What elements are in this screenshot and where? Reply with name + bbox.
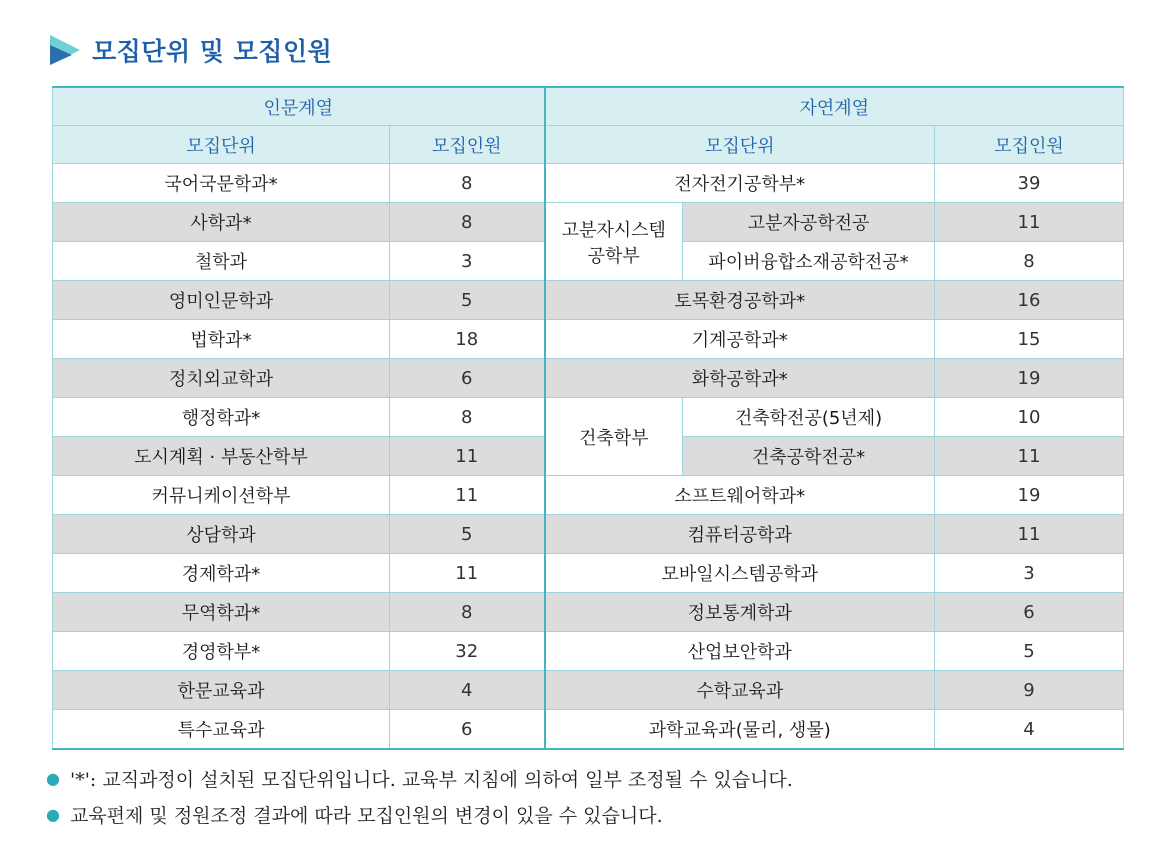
table-row [53,710,1124,750]
humanities-unit: 국어국문학과* [53,164,390,203]
humanities-unit: 사학과* [53,203,390,242]
science-count: 11 [935,437,1124,476]
table-row [53,203,1124,242]
table-row [53,554,1124,593]
humanities-count: 3 [390,242,545,281]
humanities-unit: 법학과* [53,320,390,359]
science-count: 6 [935,593,1124,632]
science-count: 16 [935,281,1124,320]
header-unit-science: 모집단위 [545,126,935,164]
humanities-unit: 영미인문학과 [53,281,390,320]
science-unit: 과학교육과(물리, 생물) [545,710,935,750]
admission-table [52,86,1124,750]
humanities-count: 6 [390,710,545,750]
science-count: 15 [935,320,1124,359]
table-row [53,593,1124,632]
table-row [53,164,1124,203]
group-header-science: 자연계열 [545,87,1124,126]
humanities-unit: 행정학과* [53,398,390,437]
header-unit-humanities: 모집단위 [53,126,390,164]
header-count-science: 모집인원 [935,126,1124,164]
science-unit: 모바일시스템공학과 [545,554,935,593]
column-header-row [53,126,1124,164]
table-row [53,359,1124,398]
science-count: 11 [935,203,1124,242]
table-row [53,476,1124,515]
humanities-unit: 경영학부* [53,632,390,671]
footnote [46,760,793,796]
humanities-unit: 철학과 [53,242,390,281]
group-header-humanities: 인문계열 [53,87,545,126]
science-count: 19 [935,359,1124,398]
science-count: 8 [935,242,1124,281]
humanities-unit: 한문교육과 [53,671,390,710]
science-unit: 컴퓨터공학과 [545,515,935,554]
page-title: 모집단위 및 모집인원 [92,37,333,66]
science-count: 5 [935,632,1124,671]
footnote [46,796,793,832]
humanities-count: 11 [390,437,545,476]
science-count: 3 [935,554,1124,593]
science-count: 11 [935,515,1124,554]
table-row [53,398,1124,437]
header-count-humanities: 모집인원 [390,126,545,164]
humanities-unit: 도시계획 · 부동산학부 [53,437,390,476]
science-major: 건축공학전공* [683,437,935,476]
bullet-dot-icon: ● [46,804,60,824]
humanities-count: 8 [390,203,545,242]
play-arrow-icon [46,33,84,67]
table-row [53,320,1124,359]
humanities-count: 11 [390,476,545,515]
humanities-count: 8 [390,164,545,203]
science-major: 파이버융합소재공학전공* [683,242,935,281]
science-unit: 소프트웨어학과* [545,476,935,515]
humanities-count: 6 [390,359,545,398]
table-row [53,671,1124,710]
humanities-unit: 상담학과 [53,515,390,554]
science-group-polymer: 고분자시스템 공학부 [545,203,683,281]
footnote-text: 교육편제 및 정원조정 결과에 따라 모집인원의 변경이 있을 수 있습니다. [69,804,663,827]
science-count: 39 [935,164,1124,203]
science-unit: 전자전기공학부* [545,164,935,203]
group-header-row [53,87,1124,126]
science-unit: 기계공학과* [545,320,935,359]
science-count: 10 [935,398,1124,437]
science-count: 19 [935,476,1124,515]
science-group-architecture: 건축학부 [545,398,683,476]
humanities-count: 8 [390,398,545,437]
science-major: 건축학전공(5년제) [683,398,935,437]
table-row [53,281,1124,320]
humanities-count: 18 [390,320,545,359]
science-count: 9 [935,671,1124,710]
humanities-unit: 커뮤니케이션학부 [53,476,390,515]
footnote-text: '*': 교직과정이 설치된 모집단위입니다. 교육부 지침에 의하여 일부 조정될 수 있습니다. [69,768,793,791]
footnotes [46,760,793,832]
science-unit: 정보통계학과 [545,593,935,632]
science-unit: 산업보안학과 [545,632,935,671]
humanities-count: 8 [390,593,545,632]
humanities-unit: 특수교육과 [53,710,390,750]
table-row [53,632,1124,671]
science-major: 고분자공학전공 [683,203,935,242]
humanities-count: 5 [390,515,545,554]
science-count: 4 [935,710,1124,750]
humanities-count: 5 [390,281,545,320]
humanities-count: 11 [390,554,545,593]
bullet-dot-icon: ● [46,768,60,788]
section-title [46,30,332,70]
humanities-unit: 정치외교학과 [53,359,390,398]
science-unit: 수학교육과 [545,671,935,710]
science-unit: 토목환경공학과* [545,281,935,320]
science-unit: 화학공학과* [545,359,935,398]
table-row [53,515,1124,554]
humanities-unit: 경제학과* [53,554,390,593]
humanities-count: 4 [390,671,545,710]
humanities-count: 32 [390,632,545,671]
humanities-unit: 무역학과* [53,593,390,632]
